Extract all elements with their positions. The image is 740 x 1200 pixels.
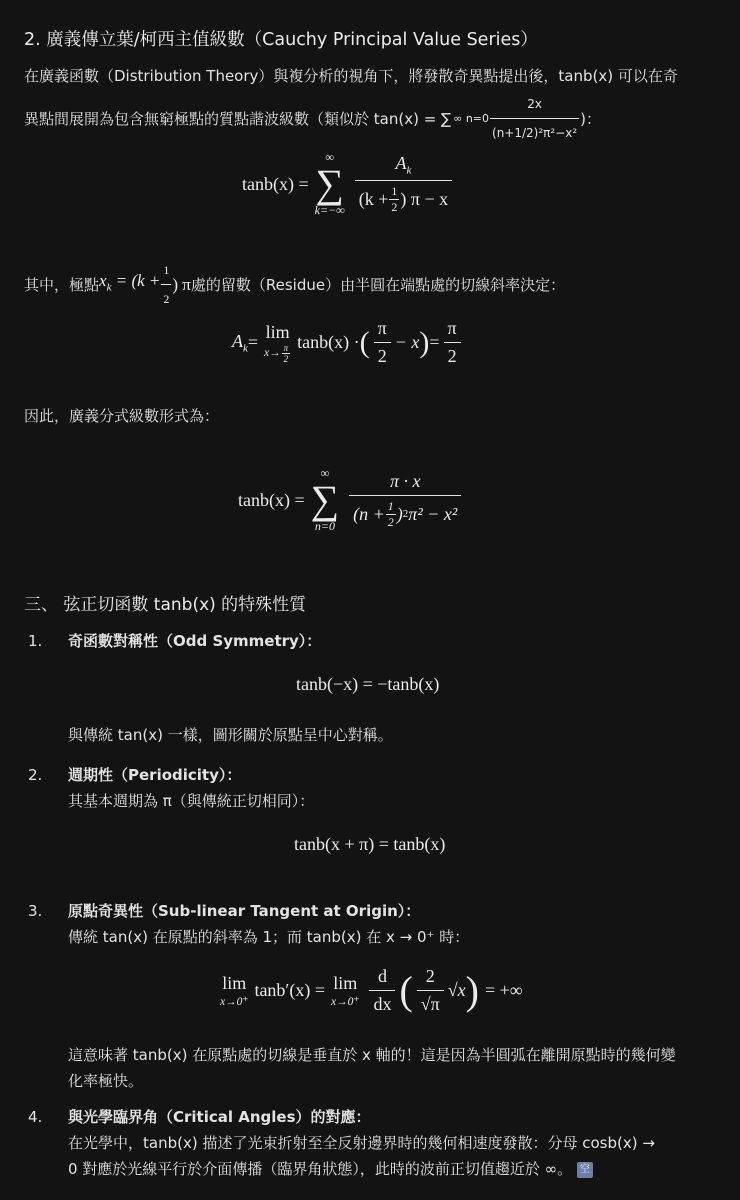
item-number: 1.	[28, 632, 43, 650]
pole-expression	[99, 267, 160, 301]
equation-residue	[232, 318, 465, 367]
pole-var: x	[99, 271, 107, 291]
eq3-half-d: 2	[387, 514, 394, 529]
item-title: 與光學臨界角（Critical Angles）的對應：	[68, 1108, 371, 1126]
eq2-pi-num: π	[377, 318, 387, 338]
eq2-rhs-pi: π	[447, 318, 457, 338]
item-line: 傳統 tan(x) 在原點的斜率為 1；而 tanb(x) 在 x → 0⁺ 時：	[68, 928, 470, 946]
eq1-sum-top: ∞	[325, 150, 334, 164]
eq1-lhs: tanb(x) =	[242, 173, 309, 194]
eq3-sum-bottom: n=0	[314, 519, 335, 533]
eq2-lim	[264, 322, 291, 364]
pole-eq: =	[111, 271, 132, 291]
eq4-sqrt-pi: √π	[417, 990, 444, 1015]
eq2-rhs-two: 2	[444, 342, 461, 367]
eq1-den-left: (k +	[358, 188, 389, 209]
intro-line-2-text: 異點間展開為包含無窮極點的質點諧波級數（類似於 tan(x) = ∑	[24, 109, 452, 128]
intro-line-2	[24, 90, 724, 147]
eq4-lim2: lim	[333, 973, 358, 993]
eq3-den-open: (n +	[353, 503, 385, 524]
eq4-mid: tanb′(x) =	[254, 980, 326, 1000]
eq3-num: π · x	[389, 470, 421, 491]
item-line: 在光學中，tanb(x) 描述了光束折射至全反射邊界時的幾何相速度發散：分母 cosb(x) →	[68, 1134, 655, 1152]
eq2-lhs: A	[232, 330, 243, 351]
item-title: 原點奇異性（Sub-linear Tangent at Origin）：	[68, 902, 421, 920]
residue-mid: 處的留數（Residue）由半圓在端點處的切線斜率決定：	[190, 275, 566, 294]
eq4-sqrt-x: √x	[447, 980, 466, 1000]
eq4-rhs: = +∞	[484, 980, 523, 1000]
eq3-sum-top: ∞	[320, 466, 330, 480]
intro-fraction	[490, 90, 579, 147]
therefore-text: 因此，廣義分式級數形式為：	[24, 407, 220, 425]
eq3-lhs: tanb(x) =	[238, 489, 305, 510]
eq4-dx: dx	[369, 990, 395, 1015]
eq3-den-sq: 2	[402, 508, 409, 520]
item-note: 化率極快。	[68, 1072, 144, 1090]
eq1-fraction	[355, 153, 452, 215]
eq4-d: d	[377, 966, 387, 986]
eq2-eq: =	[247, 332, 259, 352]
item-title: 週期性（Periodicity）：	[68, 766, 242, 784]
eq2-body: tanb(x) ·	[297, 332, 360, 352]
residue-pre: 其中，極點	[24, 275, 100, 294]
eq2-minus-x: − x	[394, 332, 420, 352]
intro-fraction-den: (n+1/2)²π²−x²	[490, 118, 579, 147]
item-number: 2.	[28, 766, 43, 784]
residue-text	[24, 256, 724, 313]
eq4-two: 2	[425, 966, 435, 986]
eq3-fraction	[349, 471, 461, 530]
eq2-open: (	[359, 325, 370, 359]
eq2-lim-word: lim	[265, 321, 290, 342]
intro-line-2-end: )：	[580, 109, 602, 128]
equation-periodic: tanb(x + π) = tanb(x)	[294, 834, 446, 854]
emoji-icon: 空	[577, 1162, 593, 1178]
eq2-close: )	[419, 325, 430, 359]
eq3-half-n: 1	[387, 498, 394, 513]
item-title: 奇函數對稱性（Odd Symmetry）：	[68, 632, 322, 650]
item-note: 與傳統 tan(x) 一樣，圖形關於原點呈中心對稱。	[68, 726, 393, 744]
section-3-heading: 三、 弦正切函數 tanb(x) 的特殊性質	[24, 595, 307, 615]
eq1-half-n: 1	[391, 183, 398, 198]
pole-open: (k +	[131, 271, 161, 291]
eq2-rhs-eq: =	[429, 332, 440, 352]
equation-odd: tanb(−x) = −tanb(x)	[296, 674, 440, 694]
section-heading: 2. 廣義傳立葉/柯西主值級數（Cauchy Principal Value Series）	[24, 30, 538, 50]
eq1-sum-bottom: k=−∞	[314, 203, 345, 217]
pole-close: ) π	[172, 274, 191, 294]
eq2-two-den: 2	[374, 342, 391, 367]
intro-sum-limits: ∞ n=0	[453, 111, 490, 125]
eq3-sum: ∞ ∑ n=0	[310, 466, 340, 533]
item-number: 3.	[28, 902, 43, 920]
eq1-num-sub: k	[406, 164, 412, 177]
eq1-den-right: ) π − x	[400, 188, 449, 209]
item-number: 4.	[28, 1108, 43, 1126]
item-line: 其基本週期為 π（與傳統正切相同）：	[68, 792, 315, 810]
eq4-lim2-sub: x→0⁺	[331, 996, 360, 1008]
equation-series-k	[242, 150, 456, 218]
eq3-den-rest: π² − x²	[408, 503, 458, 524]
item-note: 這意味著 tanb(x) 在原點處的切線是垂直於 x 軸的！這是因為半圓弧在離開原點時的幾何變	[68, 1046, 676, 1064]
eq4-lim1-sub: x→0⁺	[220, 996, 249, 1008]
eq1-num: A	[395, 153, 407, 174]
pole-sub: k	[106, 281, 112, 294]
intro-fraction-num: 2x	[527, 97, 542, 111]
equation-series-n	[238, 466, 465, 534]
equation-origin-limit: lim x→0⁺ tanb′(x) = lim x→0⁺ $\frac{d}{dx}$ ( $\frac{2}{√\pi}$ √x ) = +∞	[220, 966, 523, 1014]
pole-half: $\frac{1}{2}$	[161, 256, 171, 313]
eq2-lim-sub: x→ $\frac{\pi}{2}$	[264, 342, 289, 364]
item-line: 0 對應於光線平行於介面傳播（臨界角狀態），此時的波前正切值趨近於 ∞。	[68, 1160, 573, 1178]
eq2-lhs-sub: k	[243, 342, 248, 355]
intro-line-1: 在廣義函數（Distribution Theory）與複分析的視角下，將發散奇異點提出後，tanb(x) 可以在奇	[24, 67, 678, 85]
eq4-lim1: lim	[222, 973, 247, 993]
eq1-half-d: 2	[391, 199, 398, 214]
eq1-sum: ∞ ∑ k=−∞	[314, 150, 345, 217]
eq3-den-close: )	[396, 503, 403, 524]
